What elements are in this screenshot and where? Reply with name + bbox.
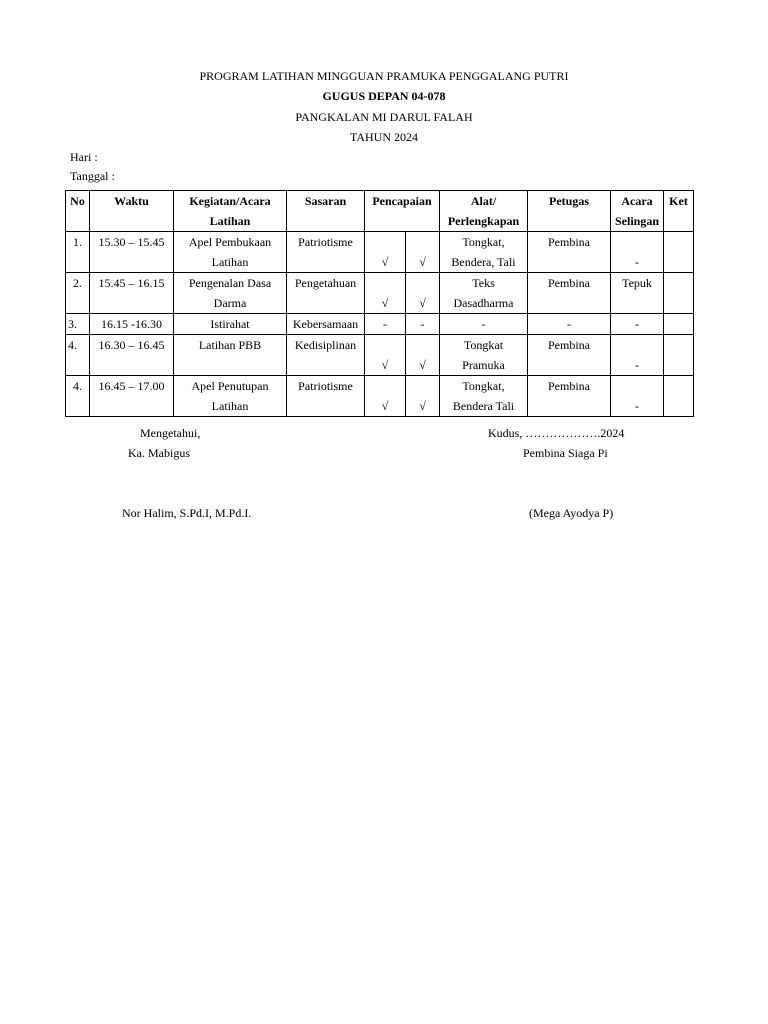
cell-kegiatan: Apel Pembukaan Latihan: [174, 232, 287, 273]
cell-pencapaian-1: -: [365, 314, 406, 335]
table-row: [66, 314, 694, 335]
table-row: [66, 335, 694, 376]
header-acara-selingan: Acara Selingan: [611, 191, 664, 232]
cell-ket: [664, 232, 694, 273]
cell-alat: Tongkat Pramuka: [440, 335, 528, 376]
program-table: [65, 190, 694, 417]
cell-alat: Tongkat, Bendera, Tali: [440, 232, 528, 273]
left-signature-name: Nor Halim, S.Pd.I, M.Pd.I.: [122, 506, 252, 520]
table-row: [66, 232, 694, 273]
header-kegiatan: Kegiatan/Acara Latihan: [174, 191, 287, 232]
cell-ket: [664, 335, 694, 376]
table-header-row: [66, 191, 694, 232]
cell-waktu: 16.45 – 17.00: [90, 376, 174, 417]
cell-petugas: -: [528, 314, 611, 335]
cell-sasaran: Kedisiplinan: [287, 335, 365, 376]
cell-pencapaian-1: √: [365, 232, 406, 273]
cell-pencapaian-1: √: [365, 335, 406, 376]
cell-acara-selingan: -: [611, 376, 664, 417]
cell-pencapaian-1: √: [365, 376, 406, 417]
cell-no: 3.: [66, 314, 90, 335]
table-row: [66, 273, 694, 314]
cell-petugas: Pembina: [528, 335, 611, 376]
title-line-4: TAHUN 2024: [349, 130, 419, 144]
header-sasaran: Sasaran: [287, 191, 365, 232]
cell-pencapaian-2: √: [406, 335, 440, 376]
cell-pencapaian-2: √: [406, 273, 440, 314]
cell-sasaran: Pengetahuan: [287, 273, 365, 314]
cell-sasaran: Kebersamaan: [287, 314, 365, 335]
cell-petugas: Pembina: [528, 232, 611, 273]
right-signature-line-1: Kudus, ……………….2024: [488, 426, 625, 440]
header-petugas: Petugas: [528, 191, 611, 232]
cell-sasaran: Patriotisme: [287, 376, 365, 417]
cell-waktu: 15.30 – 15.45: [90, 232, 174, 273]
cell-no: 4.: [66, 376, 90, 417]
left-signature-line-1: Mengetahui,: [140, 426, 201, 440]
title-line-1: PROGRAM LATIHAN MINGGUAN PRAMUKA PENGGALANG PUTRI: [199, 69, 569, 83]
cell-ket: [664, 376, 694, 417]
cell-waktu: 16.30 – 16.45: [90, 335, 174, 376]
cell-no: 4.: [66, 335, 90, 376]
hari-label: Hari :: [70, 150, 98, 164]
cell-waktu: 15.45 – 16.15: [90, 273, 174, 314]
cell-alat: -: [440, 314, 528, 335]
header-ket: Ket: [664, 191, 694, 232]
right-signature-line-2: Pembina Siaga Pi: [523, 446, 608, 460]
table-row: [66, 376, 694, 417]
title-line-3: PANGKALAN MI DARUL FALAH: [295, 110, 473, 124]
title-line-2: GUGUS DEPAN 04-078: [322, 89, 446, 103]
left-signature-line-2: Ka. Mabigus: [128, 446, 190, 460]
cell-pencapaian-2: √: [406, 376, 440, 417]
cell-kegiatan: Istirahat: [174, 314, 287, 335]
cell-pencapaian-2: -: [406, 314, 440, 335]
cell-ket: [664, 273, 694, 314]
cell-alat: Teks Dasadharma: [440, 273, 528, 314]
cell-kegiatan: Latihan PBB: [174, 335, 287, 376]
right-signature-name: (Mega Ayodya P): [529, 506, 614, 520]
cell-pencapaian-2: √: [406, 232, 440, 273]
header-waktu: Waktu: [90, 191, 174, 232]
cell-ket: [664, 314, 694, 335]
cell-petugas: Pembina: [528, 376, 611, 417]
cell-acara-selingan: -: [611, 232, 664, 273]
cell-acara-selingan: -: [611, 314, 664, 335]
cell-no: 2.: [66, 273, 90, 314]
cell-waktu: 16.15 -16.30: [90, 314, 174, 335]
cell-sasaran: Patriotisme: [287, 232, 365, 273]
tanggal-label: Tanggal :: [70, 169, 115, 183]
cell-petugas: Pembina: [528, 273, 611, 314]
cell-pencapaian-1: √: [365, 273, 406, 314]
cell-alat: Tongkat, Bendera Tali: [440, 376, 528, 417]
header-pencapaian: Pencapaian: [365, 191, 440, 232]
cell-acara-selingan: Tepuk: [611, 273, 664, 314]
header-no: No: [66, 191, 90, 232]
cell-acara-selingan: -: [611, 335, 664, 376]
cell-kegiatan: Pengenalan Dasa Darma: [174, 273, 287, 314]
header-alat: Alat/ Perlengkapan: [440, 191, 528, 232]
cell-no: 1.: [66, 232, 90, 273]
cell-kegiatan: Apel Penutupan Latihan: [174, 376, 287, 417]
